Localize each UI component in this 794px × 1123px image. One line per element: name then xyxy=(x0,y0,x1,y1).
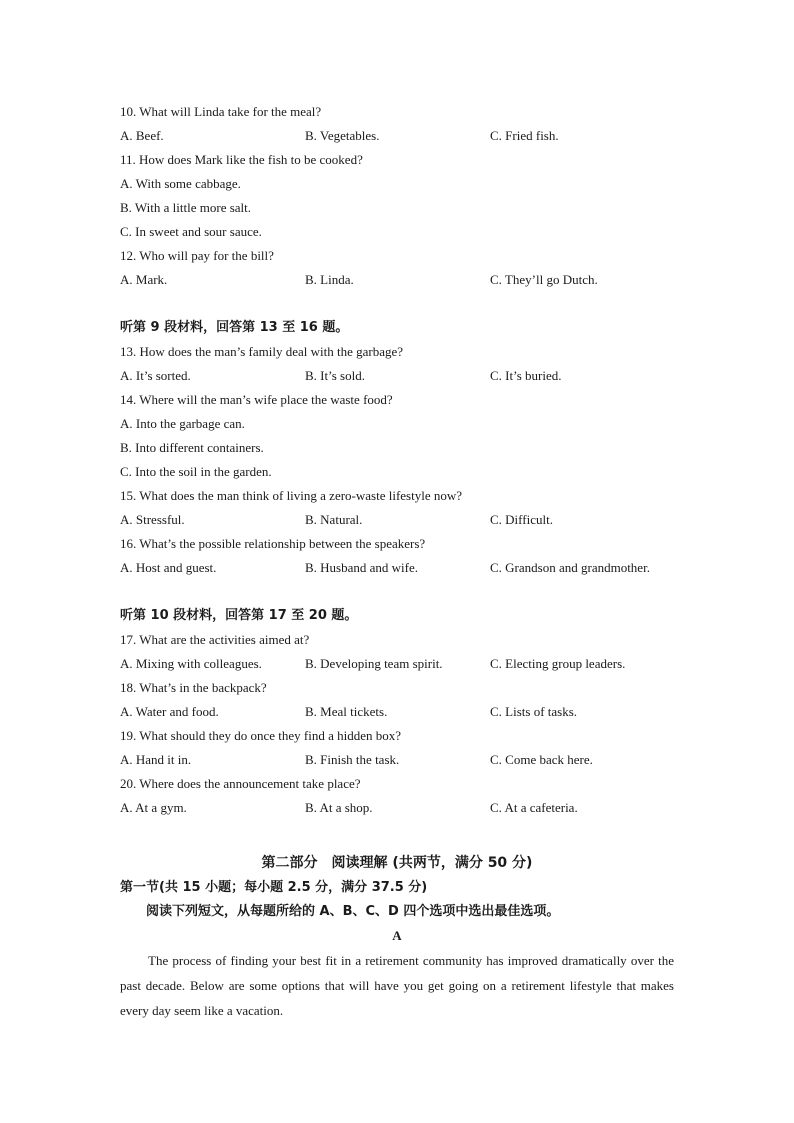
option-19-a: A. Hand it in. xyxy=(120,752,192,767)
option-13-c: C. It’s buried. xyxy=(490,368,562,383)
reading-instruction: 阅读下列短文，从每题所给的 A、B、C、D 四个选项中选出最佳选项。 xyxy=(146,904,560,919)
options-10 xyxy=(120,124,674,148)
options-20 xyxy=(120,796,674,820)
options-17 xyxy=(120,652,674,676)
option-14-a: A. Into the garbage can. xyxy=(120,416,245,431)
options-18 xyxy=(120,700,674,724)
exam-page xyxy=(120,100,674,1023)
option-11-b: B. With a little more salt. xyxy=(120,200,252,215)
option-13-a: A. It’s sorted. xyxy=(120,368,191,383)
question-12: 12. Who will pay for the bill? xyxy=(120,248,274,263)
option-19-b: B. Finish the task. xyxy=(305,752,400,767)
option-11-a: A. With some cabbage. xyxy=(120,176,241,191)
options-13 xyxy=(120,364,674,388)
option-18-a: A. Water and food. xyxy=(120,704,219,719)
options-15 xyxy=(120,508,674,532)
question-20: 20. Where does the announcement take place? xyxy=(120,776,361,791)
question-16: 16. What’s the possible relationship between the speakers? xyxy=(120,536,426,551)
section-heading-9: 听第 9 段材料，回答第 13 至 16 题。 xyxy=(120,320,349,335)
option-18-b: B. Meal tickets. xyxy=(305,704,388,719)
section-heading-10: 听第 10 段材料，回答第 17 至 20 题。 xyxy=(120,608,358,623)
option-10-b: B. Vegetables. xyxy=(305,128,380,143)
passage-paragraph: The process of finding your best fit in a retirement community has improved dramatically over the past decade. Below are some options that will have you get going on a retirement lifestyle that makes every day seem like a vacation. xyxy=(120,953,674,1018)
option-13-b: B. It’s sold. xyxy=(305,368,365,383)
option-16-b: B. Husband and wife. xyxy=(305,560,419,575)
option-15-b: B. Natural. xyxy=(305,512,363,527)
question-13: 13. How does the man’s family deal with the garbage? xyxy=(120,344,404,359)
option-12-c: C. They’ll go Dutch. xyxy=(490,272,598,287)
option-15-c: C. Difficult. xyxy=(490,512,553,527)
option-16-a: A. Host and guest. xyxy=(120,560,217,575)
part-two-title: 第二部分 阅读理解 (共两节，满分 50 分) xyxy=(261,855,533,871)
question-19: 19. What should they do once they find a hidden box? xyxy=(120,728,402,743)
question-14: 14. Where will the man’s wife place the waste food? xyxy=(120,392,393,407)
question-18: 18. What’s in the backpack? xyxy=(120,680,267,695)
section-one-heading: 第一节(共 15 小题；每小题 2.5 分，满分 37.5 分) xyxy=(120,880,428,895)
passage-label: A xyxy=(392,928,402,943)
options-16 xyxy=(120,556,674,580)
option-12-a: A. Mark. xyxy=(120,272,168,287)
question-15: 15. What does the man think of living a zero-waste lifestyle now? xyxy=(120,488,462,503)
option-17-c: C. Electing group leaders. xyxy=(490,656,626,671)
options-19 xyxy=(120,748,674,772)
option-18-c: C. Lists of tasks. xyxy=(490,704,578,719)
option-10-c: C. Fried fish. xyxy=(490,128,559,143)
option-14-c: C. Into the soil in the garden. xyxy=(120,464,272,479)
option-16-c: C. Grandson and grandmother. xyxy=(490,560,650,575)
option-11-c: C. In sweet and sour sauce. xyxy=(120,224,262,239)
option-17-b: B. Developing team spirit. xyxy=(305,656,443,671)
question-10: 10. What will Linda take for the meal? xyxy=(120,104,322,119)
question-11: 11. How does Mark like the fish to be cooked? xyxy=(120,152,363,167)
option-20-a: A. At a gym. xyxy=(120,800,187,815)
option-20-c: C. At a cafeteria. xyxy=(490,800,578,815)
option-10-a: A. Beef. xyxy=(120,128,164,143)
options-12 xyxy=(120,268,674,292)
option-17-a: A. Mixing with colleagues. xyxy=(120,656,262,671)
question-17: 17. What are the activities aimed at? xyxy=(120,632,310,647)
option-14-b: B. Into different containers. xyxy=(120,440,264,455)
option-15-a: A. Stressful. xyxy=(120,512,185,527)
option-20-b: B. At a shop. xyxy=(305,800,373,815)
option-12-b: B. Linda. xyxy=(305,272,354,287)
option-19-c: C. Come back here. xyxy=(490,752,593,767)
